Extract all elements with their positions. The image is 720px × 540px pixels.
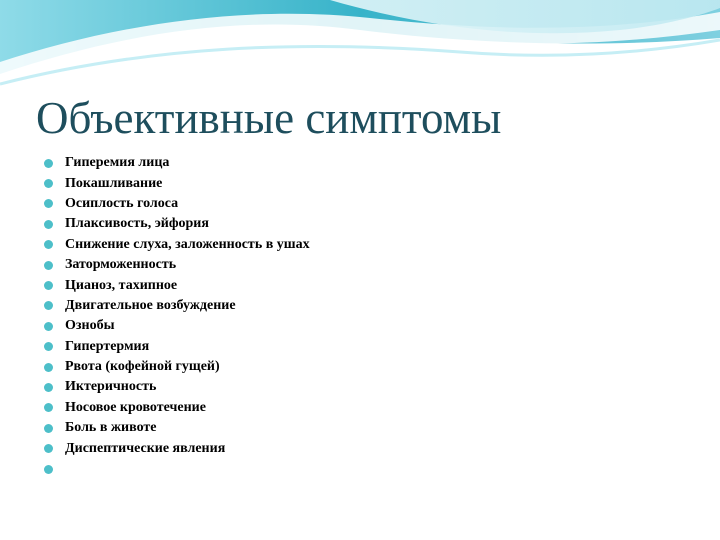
list-item-text: Иктеричность: [65, 379, 157, 395]
list-item: [44, 275, 310, 295]
bullet-icon: [44, 322, 53, 331]
list-item: [44, 255, 310, 275]
symptom-list: [44, 153, 310, 479]
list-item-text: Снижение слуха, заложенность в ушах: [65, 236, 310, 252]
list-item: [44, 337, 310, 357]
bullet-icon: [44, 424, 53, 433]
list-item: [44, 235, 310, 255]
list-item: [44, 438, 310, 458]
list-item-text: Боль в животе: [65, 420, 157, 436]
list-item-text: Ознобы: [65, 318, 115, 334]
list-item: [44, 214, 310, 234]
bullet-icon: [44, 220, 53, 229]
list-item-text: Рвота (кофейной гущей): [65, 359, 220, 375]
list-item: [44, 377, 310, 397]
list-item: [44, 173, 310, 193]
list-item: [44, 398, 310, 418]
list-item-text: Осиплость голоса: [65, 195, 179, 211]
list-item-text: Гипертермия: [65, 338, 150, 354]
list-item: [44, 153, 310, 173]
bullet-icon: [44, 240, 53, 249]
list-item: [44, 357, 310, 377]
bullet-icon: [44, 342, 53, 351]
list-item-text: Покашливание: [65, 175, 163, 191]
list-item: [44, 316, 310, 336]
bullet-icon: [44, 281, 53, 290]
list-item: [44, 418, 310, 438]
list-item-text: Заторможенность: [65, 257, 177, 273]
list-item: [44, 459, 310, 479]
bullet-icon: [44, 199, 53, 208]
bullet-icon: [44, 465, 53, 474]
bullet-icon: [44, 179, 53, 188]
bullet-icon: [44, 444, 53, 453]
list-item: [44, 296, 310, 316]
list-item-text: Двигательное возбуждение: [65, 297, 236, 313]
list-item-text: Гиперемия лица: [65, 155, 170, 171]
list-item-text: Носовое кровотечение: [65, 399, 206, 415]
header-wave-decoration: [0, 0, 720, 90]
list-item-text: Цианоз, тахипное: [65, 277, 178, 293]
list-item-text: Плаксивость, эйфория: [65, 216, 209, 232]
list-item-text: Диспептические явления: [65, 440, 226, 456]
bullet-icon: [44, 363, 53, 372]
bullet-icon: [44, 403, 53, 412]
bullet-icon: [44, 261, 53, 270]
list-item: [44, 194, 310, 214]
bullet-icon: [44, 383, 53, 392]
slide-title: Объективные симптомы: [36, 93, 502, 143]
bullet-icon: [44, 301, 53, 310]
bullet-icon: [44, 159, 53, 168]
